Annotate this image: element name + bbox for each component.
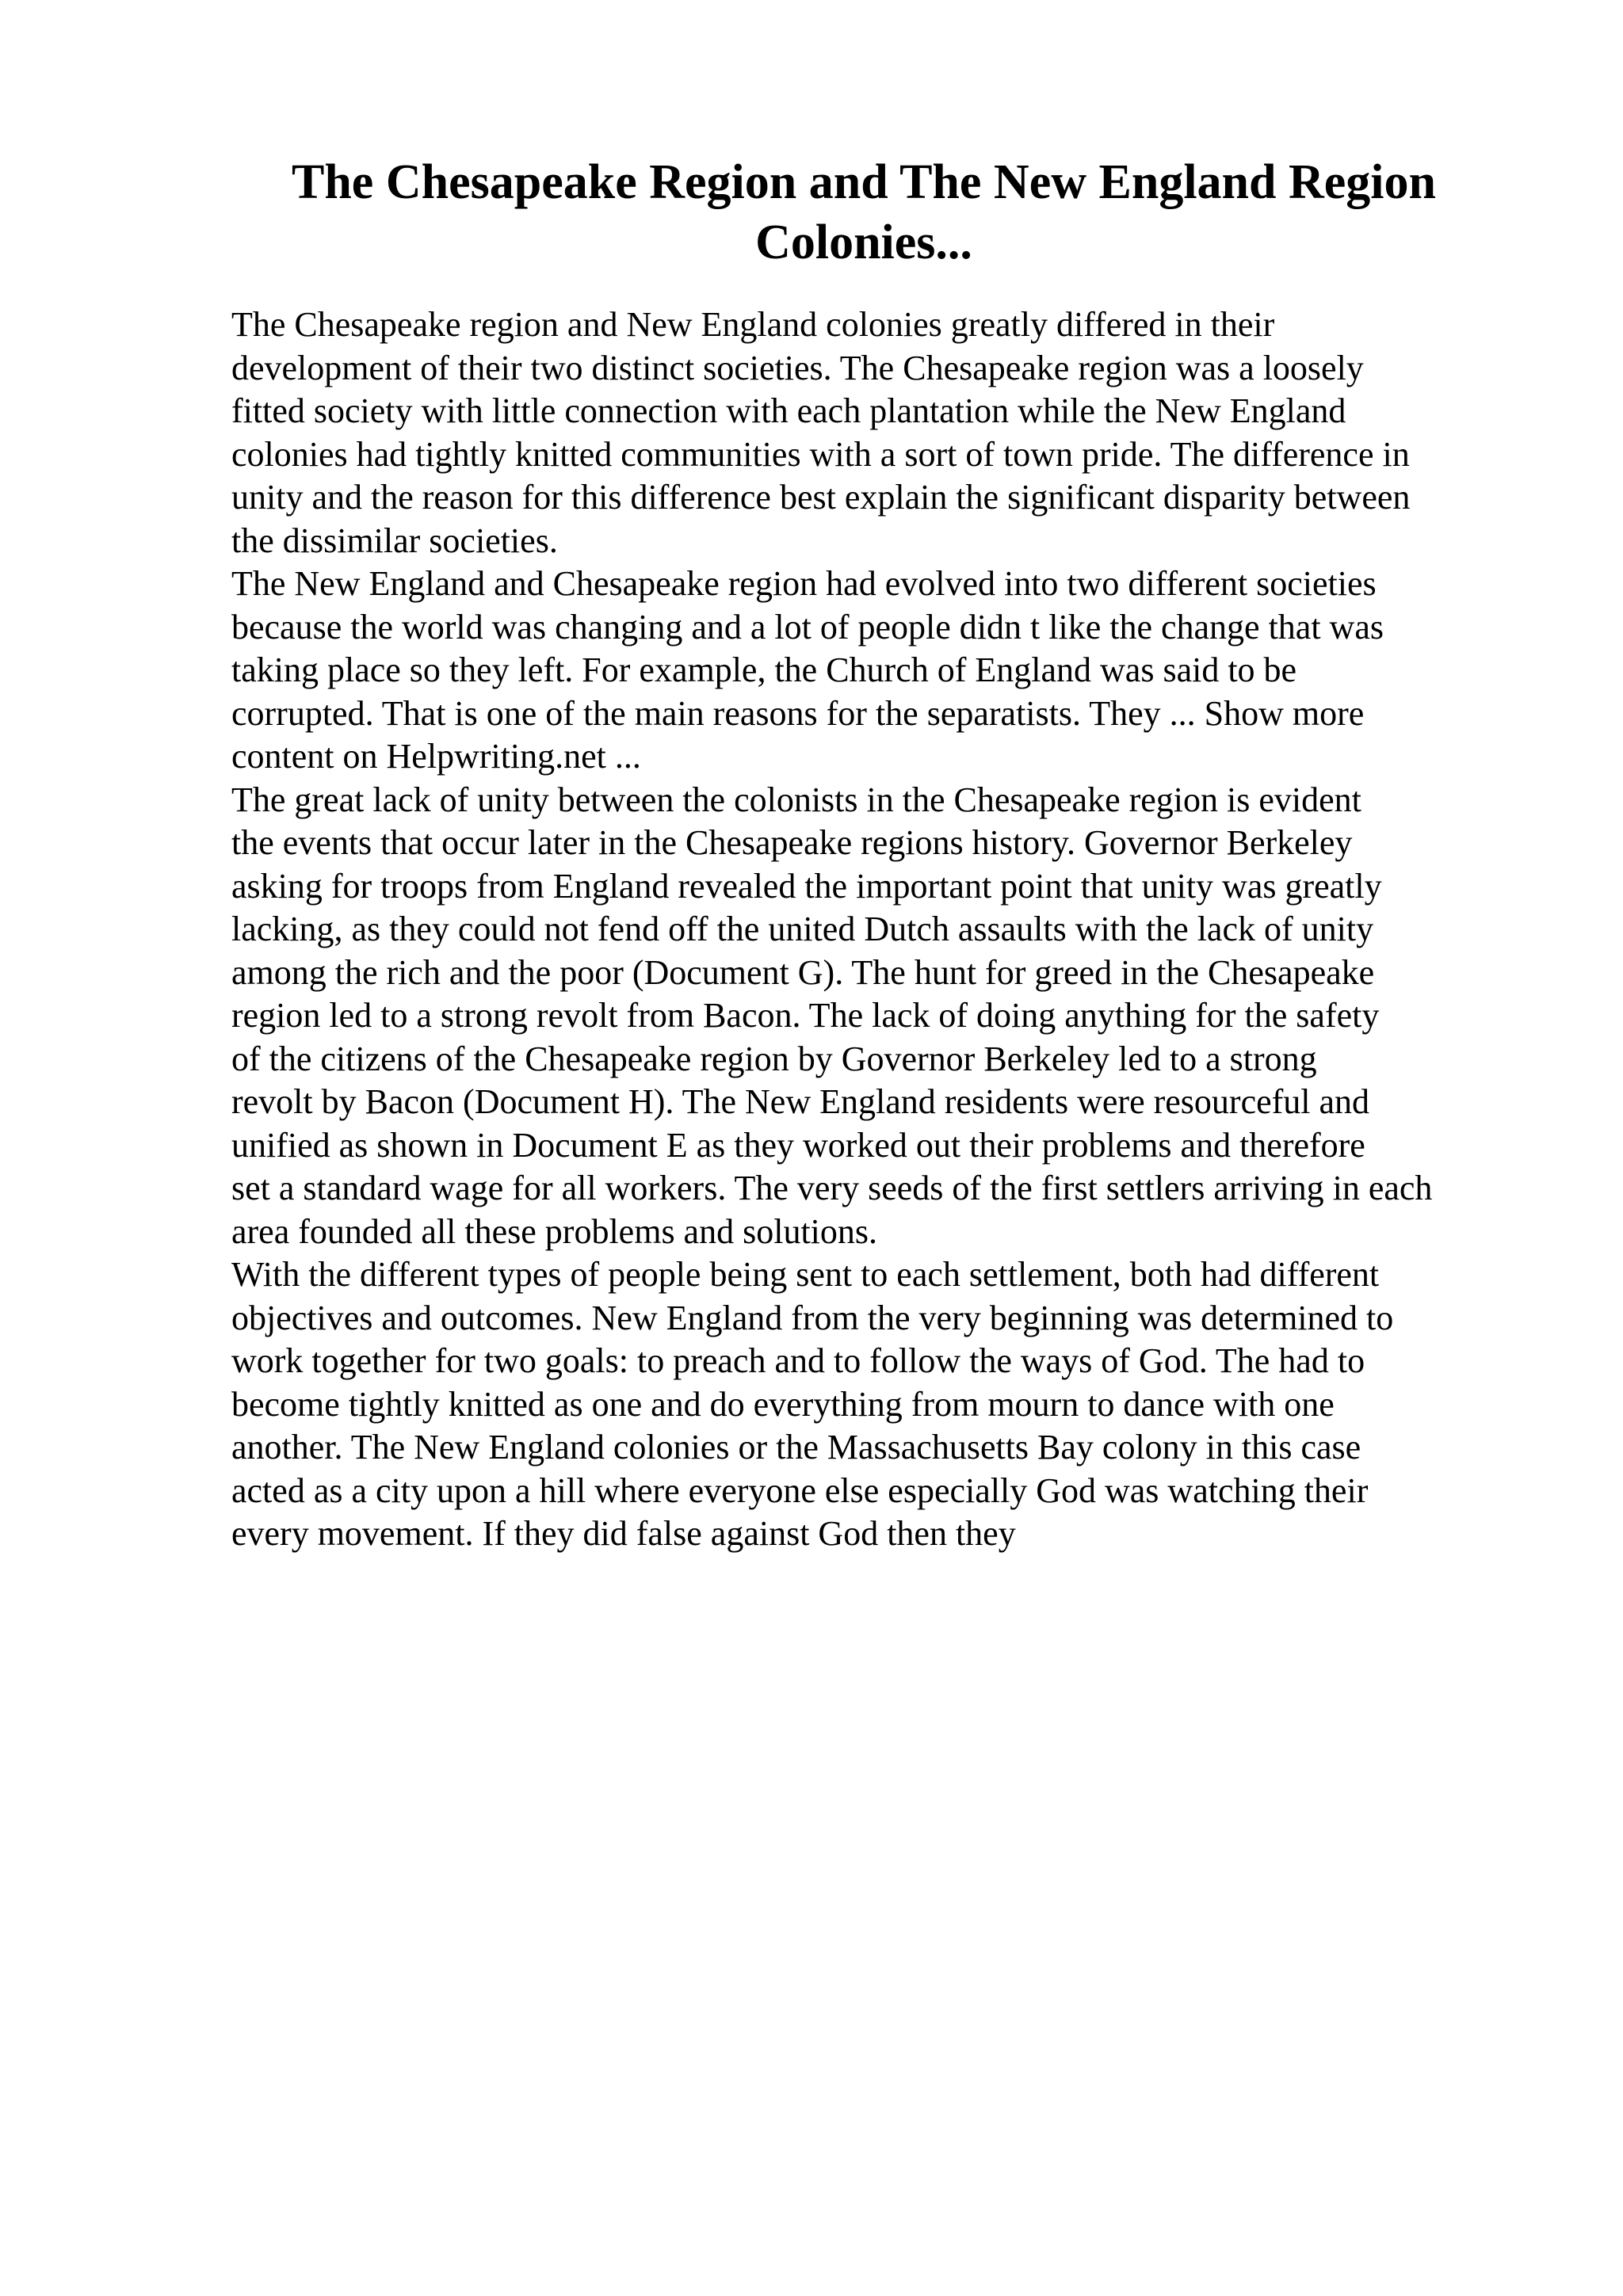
body-line: work together for two goals: to preach and to follow the ways of God. The had to [231, 1341, 1365, 1380]
body-line: another. The New England colonies or the Massachusetts Bay colony in this case [231, 1428, 1361, 1466]
body-line: acted as a city upon a hill where everyone else especially God was watching their [231, 1470, 1369, 1510]
body-line: of the citizens of the Chesapeake region by Governor Berkeley led to a strong [231, 1039, 1317, 1078]
body-line: revolt by Bacon (Document H). The New England residents were resourceful and [231, 1082, 1370, 1121]
body-line: development of their two distinct societies. The Chesapeake region was a loosely [231, 348, 1364, 387]
body-line: The Chesapeake region and New England colonies greatly differed in their [231, 305, 1275, 344]
body-line: the dissimilar societies. [231, 521, 558, 560]
body-line: taking place so they left. For example, the Church of England was said to be [231, 650, 1297, 689]
body-line: set a standard wage for all workers. The very seeds of the first settlers arriving in each [231, 1169, 1433, 1207]
document-body [231, 303, 1531, 1556]
body-line: fitted society with little connection with each plantation while the New England [231, 391, 1346, 430]
body-line: unified as shown in Document E as they worked out their problems and therefore [231, 1125, 1365, 1165]
body-line: among the rich and the poor (Document G). The hunt for greed in the Chesapeake [231, 952, 1375, 992]
body-line: lacking, as they could not fend off the united Dutch assaults with the lack of unity [231, 910, 1374, 948]
body-line: With the different types of people being sent to each settlement, both had different [231, 1255, 1380, 1294]
body-line: objectives and outcomes. New England from the very beginning was determined to [231, 1298, 1394, 1337]
body-line: become tightly knitted as one and do everything from mourn to dance with one [231, 1384, 1335, 1424]
body-line: the events that occur later in the Chesapeake regions history. Governor Berkeley [231, 823, 1353, 862]
body-line: because the world was changing and a lot of people didn t like the change that was [231, 607, 1384, 646]
body-line: every movement. If they did false against God then they [231, 1514, 1016, 1553]
body-line: The great lack of unity between the colonists in the Chesapeake region is evident [231, 780, 1361, 819]
body-line: The New England and Chesapeake region had evolved into two different societies [231, 564, 1377, 603]
body-line: area founded all these problems and solutions. [231, 1211, 878, 1251]
body-line: unity and the reason for this difference best explain the significant disparity between [231, 478, 1411, 517]
body-line: region led to a strong revolt from Bacon. The lack of doing anything for the safety [231, 996, 1380, 1035]
body-line: colonies had tightly knitted communities with a sort of town pride. The difference in [231, 434, 1410, 474]
body-line: corrupted. That is one of the main reasons for the separatists. They ... Show more [231, 693, 1365, 733]
body-line: content on Helpwriting.net ... [231, 737, 641, 776]
body-line: asking for troops from England revealed the important point that unity was greatly [231, 866, 1382, 906]
document-title: The Chesapeake Region and The New England Region Colonies... [291, 155, 1437, 269]
